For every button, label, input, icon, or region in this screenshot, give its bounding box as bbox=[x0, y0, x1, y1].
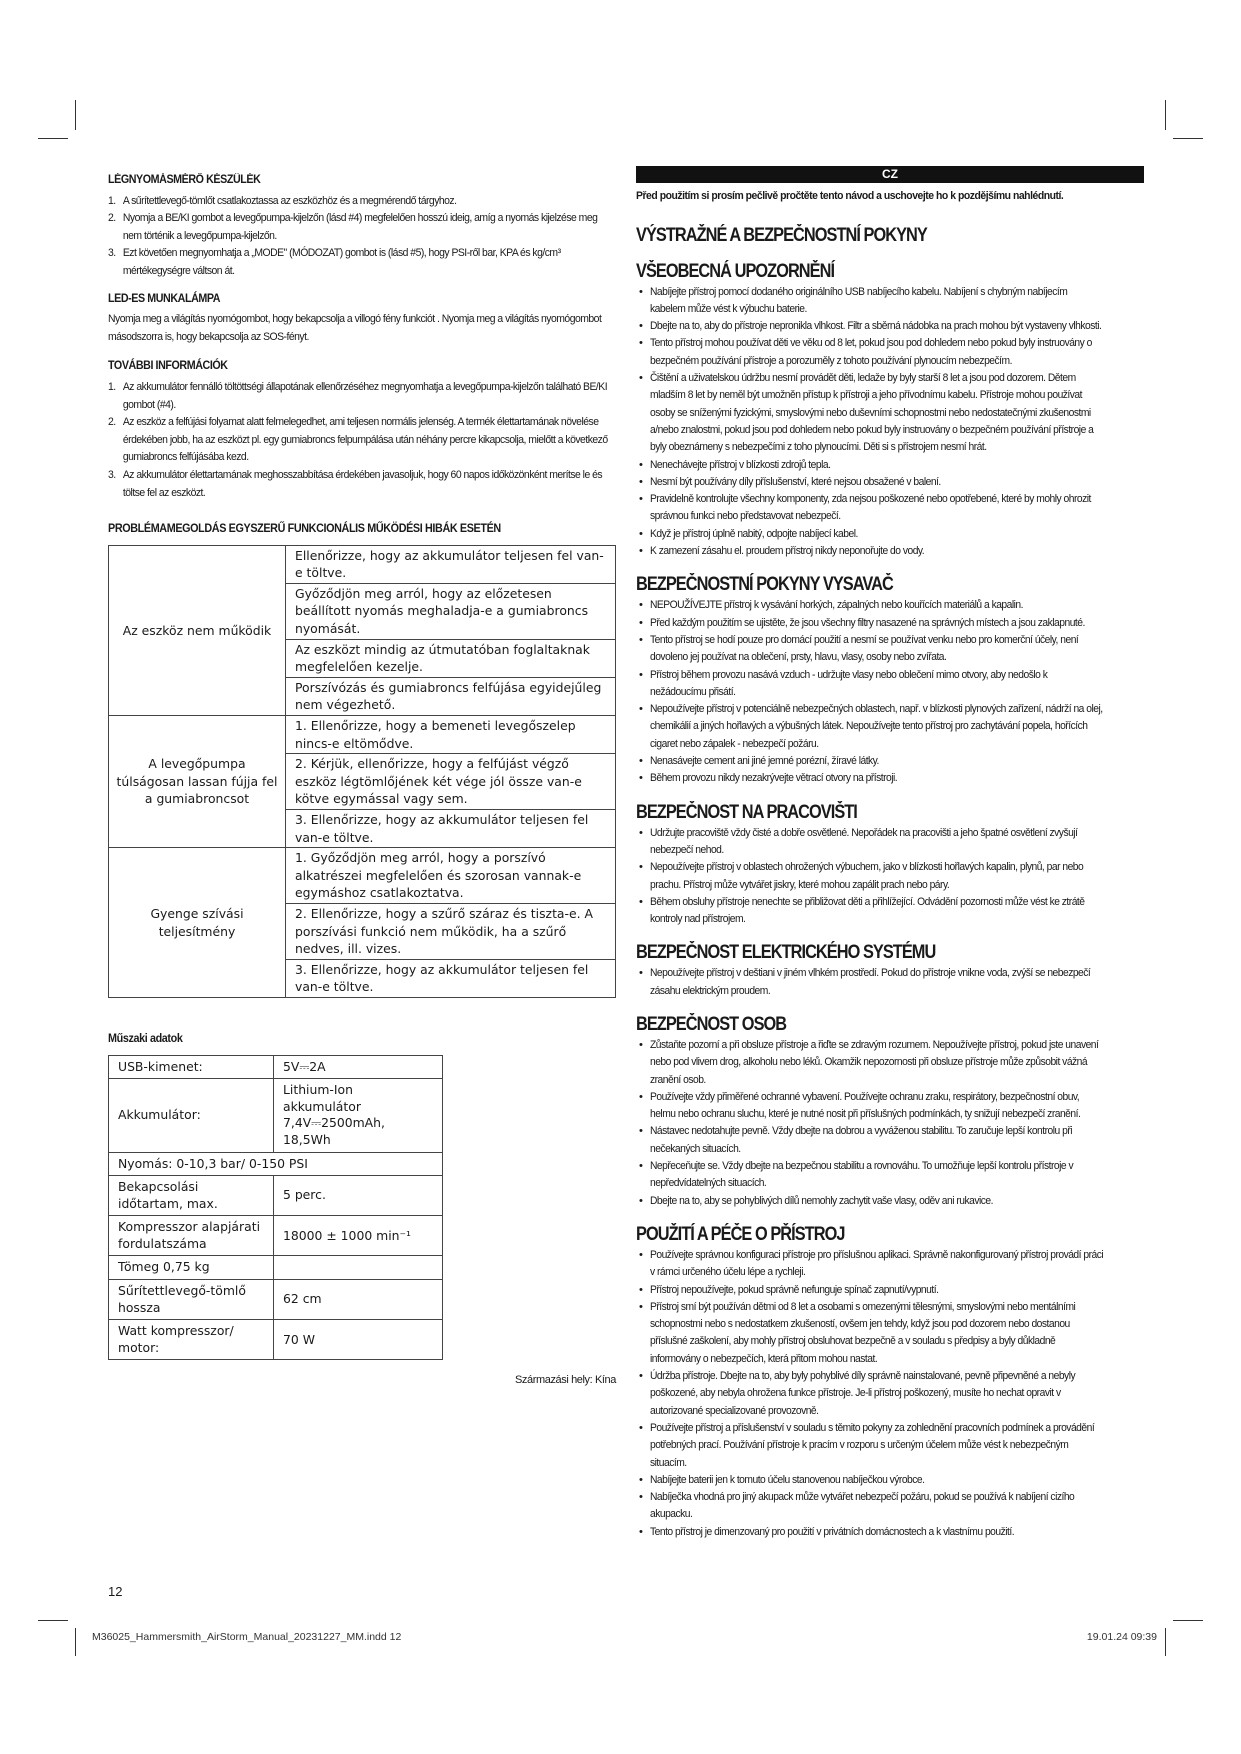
bullet-icon: • bbox=[639, 633, 643, 646]
led-section-title: LED-ES MUNKALÁMPA bbox=[108, 292, 221, 305]
solution-cell: Porszívózás és gumiabroncs felfújása egyidejűleg nem végezhető. bbox=[286, 677, 616, 715]
main-title: VÝSTRAŽNÉ A BEZPEČNOSTNÍ POKYNY bbox=[636, 224, 927, 246]
bullet-item bbox=[636, 859, 1144, 894]
bullet-list bbox=[636, 284, 1144, 561]
bullet-icon: • bbox=[639, 1300, 643, 1313]
bullet-text: Nepřeceňujte se. Vždy dbejte na bezpečnou stabilitu a rovnováhu. To umožňuje lepší kontrolu přístroje v nepředvídatelných situacích. bbox=[650, 1160, 1074, 1190]
solution-cell: 3. Ellenőrizze, hogy az akkumulátor teljesen fel van-e töltve. bbox=[286, 959, 616, 997]
bullet-item bbox=[636, 1420, 1144, 1472]
item-text: Nyomja a BE/KI gombot a levegőpumpa-kijelzőn (lásd #4) megfelelően hosszú ideig, amíg a nyomás kijelzése meg nem történik a levegőpumpa-kijelzőn. bbox=[122, 212, 598, 242]
list-item bbox=[108, 193, 613, 211]
solution-cell: Győződjön meg arról, hogy az előzetesen beállított nyomás meghaladja-e a gumiabroncs nyomását. bbox=[286, 583, 616, 639]
bullet-item bbox=[636, 701, 1144, 753]
bullet-icon: • bbox=[639, 320, 643, 333]
spec-pressure: Nyomás: 0-10,3 bar/ 0-150 PSI bbox=[109, 1152, 443, 1176]
left-column bbox=[108, 172, 616, 1386]
item-text: Az eszköz a felfújási folyamat alatt felmelegedhet, ami teljesen normális jelenség. A termék élettartamának növelése érdekében jobb, ha az eszközt pl. egy gumiabroncs felpumpálása után néhány percre kikapcsolja, mielőtt a következő gumiabroncs felfújásába kezd. bbox=[122, 416, 608, 464]
right-column bbox=[636, 166, 1144, 1541]
bullet-item bbox=[636, 597, 1144, 614]
spec-value: 62 cm bbox=[274, 1280, 443, 1320]
bullet-text: Tento přístroj mohou používat děti ve věku od 8 let, pokud jsou pod dohledem nebo pokud byly instruovány o bezpečném používání přístroje a porozuměly z tohoto používání plynoucím nebezpečím. bbox=[650, 337, 1092, 367]
bullet-text: Před každým použitím se ujistěte, že jsou všechny filtry nasazené na správných místech a jsou zaklapnuté. bbox=[650, 616, 1085, 629]
table-row bbox=[109, 848, 616, 904]
bullet-text: Pravidelně kontrolujte všechny komponenty, zda nejsou poškozené nebo opotřebené, které by mohly ohrozit správnou funkci nebo představovat nebezpečí. bbox=[650, 493, 1091, 523]
info-section-title: TOVÁBBI INFORMÁCIÓK bbox=[108, 360, 228, 373]
bullet-item bbox=[636, 543, 1144, 560]
bullet-item bbox=[636, 632, 1144, 667]
spec-value: 70 W bbox=[274, 1320, 443, 1360]
bullet-text: Používejte přístroj a příslušenství v souladu s těmito pokyny za zohlednění pracovních podmínek a provádění potřebných prací. Používání přístroje k pracím v rozporu s určeným účelem může vést k nebezpečným situacím. bbox=[650, 1421, 1095, 1469]
bullet-text: Přístroj nepoužívejte, pokud správně nefunguje spínač zapnutí/vypnutí. bbox=[650, 1283, 939, 1296]
bullet-icon: • bbox=[639, 285, 643, 298]
bullet-item bbox=[636, 474, 1144, 491]
solution-cell: 2. Ellenőrizze, hogy a szűrő száraz és tiszta-e. A porszívási funkció nem működik, ha a szűrő nedves, ill. vizes. bbox=[286, 903, 616, 959]
spec-value: 5 perc. bbox=[274, 1176, 443, 1216]
bullet-icon: • bbox=[639, 1491, 643, 1504]
bullet-icon: • bbox=[639, 1283, 643, 1296]
section-title: BEZPEČNOST OSOB bbox=[636, 1013, 787, 1035]
bullet-item bbox=[636, 1299, 1144, 1368]
solution-cell: Az eszközt mindig az útmutatóban foglaltaknak megfelelően kezelje. bbox=[286, 639, 616, 677]
bullet-icon: • bbox=[639, 527, 643, 540]
bullet-item bbox=[636, 1123, 1144, 1158]
bullet-icon: • bbox=[639, 1421, 643, 1434]
bullet-text: Přístroj smí být používán dětmi od 8 let a osobami s omezenými tělesnými, smyslovými nebo mentálními schopnostmi nebo s nedostatkem zkušeností, ovšem jen tehdy, když jsou pod dozorem nebo dostanou příslušné zaškolení, aby mohly přístroj obsluhovat bezpečně a v souladu s předpisy a byly důkladně informovány o nebezpečích, která přitom mohou nastat. bbox=[650, 1300, 1076, 1365]
crop-mark bbox=[1165, 1628, 1166, 1656]
bullet-text: Nepoužívejte přístroj v deštiani v jiném vlhkém prostředí. Pokud do přístroje vnikne voda, zvýší se nebezpečí zásahu elektrickým proudem. bbox=[650, 967, 1091, 997]
crop-mark bbox=[75, 100, 76, 130]
item-number: 3. bbox=[108, 468, 116, 481]
bullet-icon: • bbox=[639, 1370, 643, 1383]
list-item bbox=[108, 245, 613, 280]
item-number: 1. bbox=[108, 380, 116, 393]
troubleshoot-title: PROBLÉMAMEGOLDÁS EGYSZERŰ FUNKCIONÁLIS MŰKÖDÉSI HIBÁK ESETÉN bbox=[108, 522, 501, 536]
bullet-icon: • bbox=[639, 493, 643, 506]
bullet-text: Nástavec nedotahujte pevně. Vždy dbejte na dobrou a vyváženou stabilitu. To zaručuje lepší kontrolu při nečekaných situacích. bbox=[650, 1125, 1073, 1155]
item-text: Az akkumulátor élettartamának meghosszabbítása érdekében javasoljuk, hogy 60 napos időközönként merítse le és töltse fel az eszközt. bbox=[122, 468, 603, 499]
bullet-item bbox=[636, 1193, 1144, 1210]
bullet-text: Nenasávejte cement ani jiné jemné porézní, žíravé látky. bbox=[650, 755, 879, 768]
crop-mark bbox=[75, 1628, 76, 1656]
bullet-item bbox=[636, 1158, 1144, 1193]
spec-row bbox=[109, 1079, 443, 1152]
spec-value: 5V⎓2A bbox=[274, 1055, 443, 1079]
item-text: Ezt követően megnyomhatja a „MODE" (MÓDOZAT) gombot is (lásd #5), hogy PSI-ről bar, KPA és kg/cm³ mértékegységre váltson át. bbox=[122, 247, 561, 277]
bullet-text: Tento přístroj je dimenzovaný pro použití v privátních domácnostech a k vlastnímu použití. bbox=[650, 1525, 1015, 1538]
bullet-item bbox=[636, 770, 1144, 787]
bullet-item bbox=[636, 825, 1144, 860]
bullet-text: Údržba přístroje. Dbejte na to, aby byly pohyblivé díly správně nainstalované, pevně připevněné a nebyly poškozené, aby nebyla ohrožena funkce přístroje. Je-li přístroj poškozený, musíte ho nechat opravit v autorizované specializované provozovně. bbox=[650, 1370, 1076, 1417]
bullet-text: Nepoužívejte přístroj v potenciálně nebezpečných oblastech, např. v blízkosti plynových zařízení, nádrží na olej, chemikálií a jiných hořlavých a výbušných látek. Nepoužívejte tento přístroj pro zachytávání popela, hořících cigaret nebo zápalek - nebezpečí požáru. bbox=[650, 703, 1103, 750]
bullet-item bbox=[636, 1368, 1144, 1420]
bullet-list bbox=[636, 825, 1144, 929]
led-text: Nyomja meg a világítás nyomógombot, hogy bekapcsolja a villogó fény funkciót . Nyomja meg a világítás nyomógombot másodszorra is, hogy bekapcsolja az SOS-fényt. bbox=[108, 313, 602, 343]
troubleshoot-table bbox=[108, 545, 616, 998]
spec-row bbox=[109, 1256, 443, 1280]
crop-mark bbox=[1173, 138, 1203, 139]
list-item bbox=[108, 210, 613, 245]
item-number: 2. bbox=[108, 416, 116, 429]
list-item bbox=[108, 414, 613, 467]
spec-row bbox=[109, 1320, 443, 1360]
bullet-icon: • bbox=[639, 967, 643, 980]
solution-cell: 2. Kérjük, ellenőrizze, hogy a felfújást végző eszköz légtömlőjének két vége jól össze van-e kötve egymással vagy sem. bbox=[286, 754, 616, 810]
spec-key: Akkumulátor: bbox=[109, 1079, 274, 1152]
intro-text: Před použitím si prosím pečlivě pročtěte tento návod a uschovejte ho k pozdějšímu nahlédnutí. bbox=[636, 190, 1064, 202]
bullet-text: Nesmí být používány díly příslušenství, které nejsou obsažené v balení. bbox=[650, 475, 941, 488]
bullet-icon: • bbox=[639, 1194, 643, 1207]
bullet-icon: • bbox=[639, 1125, 643, 1138]
bullet-text: Nabíjejte přístroj pomocí dodaného originálního USB nabíjecího kabelu. Nabíjení s chybným nabíjecím kabelem může vést k výbuchu baterie. bbox=[650, 285, 1068, 315]
table-row bbox=[109, 545, 616, 583]
spec-value-empty bbox=[274, 1256, 443, 1280]
bullet-item bbox=[636, 318, 1144, 335]
bullet-item bbox=[636, 615, 1144, 632]
solution-cell: 3. Ellenőrizze, hogy az akkumulátor teljesen fel van-e töltve. bbox=[286, 810, 616, 848]
page-number: 12 bbox=[108, 1584, 123, 1599]
problem-cell: Az eszköz nem működik bbox=[109, 545, 286, 715]
bullet-icon: • bbox=[639, 895, 643, 908]
bullet-text: Dbejte na to, aby se pohyblivých dílů nemohly zachytit vaše vlasy, oděv ani rukavice. bbox=[650, 1194, 993, 1207]
bullet-item bbox=[636, 1037, 1144, 1089]
bullet-item bbox=[636, 491, 1144, 526]
bullet-list bbox=[636, 597, 1144, 787]
bullet-icon: • bbox=[639, 1473, 643, 1486]
bullet-text: Přístroj během provozu nasává vzduch - udržujte vlasy nebo oblečení mimo otvory, aby nedošlo k nežádoucímu přisátí. bbox=[650, 668, 1048, 698]
bullet-item bbox=[636, 965, 1144, 1000]
problem-cell: A levegőpumpa túlságosan lassan fújja fel a gumiabroncsot bbox=[109, 716, 286, 848]
spec-row bbox=[109, 1280, 443, 1320]
bullet-item bbox=[636, 753, 1144, 770]
spec-value: 18000 ± 1000 min⁻¹ bbox=[274, 1216, 443, 1256]
spec-title: Műszaki adatok bbox=[108, 1031, 183, 1045]
item-text: A sűrítettlevegő-tömlőt csatlakoztassa az eszközhöz és a megmérendő tárgyhoz. bbox=[122, 194, 457, 207]
bullet-icon: • bbox=[639, 545, 643, 558]
bullet-icon: • bbox=[639, 337, 643, 350]
spec-table bbox=[108, 1055, 443, 1361]
bullet-list bbox=[636, 1247, 1144, 1541]
spec-key: Watt kompresszor/ motor: bbox=[109, 1320, 274, 1360]
item-text: Az akkumulátor fennálló töltöttségi állapotának ellenőrzéséhez megnyomhatja a levegőpumpa-kijelzőn található BE/KI gombot (#4). bbox=[122, 380, 608, 411]
bullet-text: Používejte správnou konfiguraci přístroje pro příslušnou aplikaci. Správně nakonfigurovaný přístroj provádí práci v rámci určeného účelu lépe a rychleji. bbox=[650, 1248, 1104, 1279]
spec-weight: Tömeg 0,75 kg bbox=[109, 1256, 274, 1280]
pump-list bbox=[108, 193, 613, 281]
footer-file: M36025_Hammersmith_AirStorm_Manual_20231227_MM.indd 12 bbox=[92, 1631, 402, 1643]
bullet-text: K zamezení zásahu el. proudem přístroj nikdy neponořujte do vody. bbox=[650, 545, 925, 558]
section-title: POUŽITÍ A PÉČE O PŘÍSTROJ bbox=[636, 1223, 845, 1245]
bullet-item bbox=[636, 370, 1144, 456]
bullet-text: Během provozu nikdy nezakrývejte větrací otvory na přístroji. bbox=[650, 772, 898, 785]
bullet-list bbox=[636, 965, 1144, 1000]
bullet-text: Dbejte na to, aby do přístroje nepronikla vlhkost. Filtr a sběrná nádobka na prach mohou být vystaveny vlhkosti. bbox=[650, 320, 1102, 333]
crop-mark bbox=[1173, 1620, 1203, 1621]
bullet-text: Nenechávejte přístroj v blízkosti zdrojů tepla. bbox=[650, 458, 831, 471]
cz-sections bbox=[636, 261, 1144, 1541]
bullet-icon: • bbox=[639, 755, 643, 768]
bullet-item bbox=[636, 1524, 1144, 1541]
section-title: BEZPEČNOSTNÍ POKYNY VYSAVAČ bbox=[636, 574, 893, 596]
spec-key: Kompresszor alapjárati fordulatszáma bbox=[109, 1216, 274, 1256]
bullet-item bbox=[636, 1472, 1144, 1489]
bullet-item bbox=[636, 526, 1144, 543]
bullet-text: Čištění a uživatelskou údržbu nesmí provádět děti, ledaže by byly starší 8 let a jsou pod dozorem. Dětem mladším 8 let by neměl být umožněn přístup k přístroji a jeho přívodnímu kabelu. Přístroje mohou používat osoby se sníženými fyzickými, smyslovými nebo duševními schopnostmi nebo nedostatečnými zkušenostmi a/nebo znalostmi, pokud jsou pod dohledem nebo pokud byly instruovány o bezpečném používání přístroje a byly obeznámeny s nebezpečími z toho plynoucími. Děti si s přístrojem nesmí hrát. bbox=[650, 372, 1094, 454]
bullet-item bbox=[636, 1489, 1144, 1524]
bullet-icon: • bbox=[639, 703, 643, 716]
bullet-icon: • bbox=[639, 826, 643, 839]
crop-mark bbox=[1165, 100, 1166, 130]
bullet-text: Tento přístroj se hodí pouze pro domácí použití a nesmí se používat venku nebo pro komerční účely, není dovoleno jej používat na oblečení, prsty, hlavu, vlasy, osoby nebo zvířata. bbox=[650, 633, 1079, 664]
bullet-list bbox=[636, 1037, 1144, 1210]
bullet-text: Nabíjejte baterii jen k tomuto účelu stanovenou nabíječkou výrobce. bbox=[650, 1473, 925, 1486]
solution-cell: 1. Győződjön meg arról, hogy a porszívó alkatrészei megfelelően és szorosan vannak-e egymáshoz csatlakoztatva. bbox=[286, 848, 616, 904]
bullet-text: Když je přístroj úplně nabitý, odpojte nabíjecí kabel. bbox=[650, 527, 858, 540]
bullet-item bbox=[636, 284, 1144, 319]
bullet-text: Nabíječka vhodná pro jiný akupack může vytvářet nebezpečí požáru, pokud se používá k nabíjení cizího akupacku. bbox=[650, 1491, 1075, 1521]
bullet-item bbox=[636, 894, 1144, 929]
bullet-icon: • bbox=[639, 458, 643, 471]
bullet-text: Během obsluhy přístroje nenechte se přibližovat děti a přihlížející. Odvádění pozornosti může vést ke ztrátě kontroly nad přístrojem. bbox=[650, 895, 1085, 926]
bullet-icon: • bbox=[639, 1525, 643, 1538]
bullet-item bbox=[636, 1282, 1144, 1299]
bullet-icon: • bbox=[639, 861, 643, 874]
spec-value: Lithium-Ion akkumulátor 7,4V⎓2500mAh, 18,5Wh bbox=[274, 1079, 443, 1152]
table-row bbox=[109, 716, 616, 754]
solution-cell: 1. Ellenőrizze, hogy a bemeneti levegőszelep nincs-e eltömődve. bbox=[286, 716, 616, 754]
item-number: 1. bbox=[108, 194, 116, 207]
section-title: VŠEOBECNÁ UPOZORNĚNÍ bbox=[636, 260, 835, 282]
info-list bbox=[108, 379, 613, 502]
bullet-icon: • bbox=[639, 475, 643, 488]
solution-cell: Ellenőrizze, hogy az akkumulátor teljesen fel van-e töltve. bbox=[286, 545, 616, 583]
origin-text: Származási hely: Kína bbox=[514, 1374, 616, 1387]
bullet-text: Používejte vždy přiměřené ochranné vybavení. Používejte ochranu zraku, respirátory, bezpečnostní obuv, helmu nebo ochranu sluchu, které je nutné nosit při příslušných podmínkách, ty snižují nebezpečí zranění. bbox=[650, 1090, 1081, 1121]
bullet-text: Nepoužívejte přístroj v oblastech ohrožených výbuchem, jako v blízkosti hořlavých kapalin, plynů, par nebo prachu. Přístroj může vytvářet jiskry, které mohou zapálit prach nebo páry. bbox=[650, 861, 1084, 891]
bullet-item bbox=[636, 1089, 1144, 1124]
footer-date: 19.01.24 09:39 bbox=[1086, 1631, 1157, 1643]
spec-row bbox=[109, 1152, 443, 1176]
language-bar: CZ bbox=[636, 166, 1144, 183]
bullet-icon: • bbox=[639, 1038, 643, 1051]
bullet-icon: • bbox=[639, 616, 643, 629]
spec-key: Bekapcsolási időtartam, max. bbox=[109, 1176, 274, 1216]
bullet-icon: • bbox=[639, 1248, 643, 1261]
pump-section-title: LÉGNYOMÁSMÉRŐ KÉSZÜLÉK bbox=[108, 174, 261, 186]
bullet-item bbox=[636, 1247, 1144, 1282]
bullet-icon: • bbox=[639, 668, 643, 681]
section-title: BEZPEČNOST NA PRACOVIŠTI bbox=[636, 801, 857, 823]
bullet-item bbox=[636, 335, 1144, 370]
bullet-icon: • bbox=[639, 599, 643, 612]
bullet-icon: • bbox=[639, 1160, 643, 1173]
list-item bbox=[108, 379, 613, 414]
section-title: BEZPEČNOST ELEKTRICKÉHO SYSTÉMU bbox=[636, 942, 936, 964]
spec-row bbox=[109, 1216, 443, 1256]
bullet-text: Udržujte pracoviště vždy čisté a dobře osvětlené. Nepořádek na pracovišti a jeho špatné osvětlení zvyšují nebezpečí nehod. bbox=[650, 826, 1078, 856]
spec-key: USB-kimenet: bbox=[109, 1055, 274, 1079]
spec-key: Sűrítettlevegő-tömlő hossza bbox=[109, 1280, 274, 1320]
spec-row bbox=[109, 1055, 443, 1079]
bullet-icon: • bbox=[639, 372, 643, 385]
problem-cell: Gyenge szívási teljesítmény bbox=[109, 848, 286, 998]
bullet-icon: • bbox=[639, 1090, 643, 1103]
crop-mark bbox=[38, 1620, 68, 1621]
spec-row bbox=[109, 1176, 443, 1216]
bullet-item bbox=[636, 667, 1144, 702]
bullet-text: NEPOUŽÍVEJTE přístroj k vysávání horkých, zápalných nebo kouřících materiálů a kapalin. bbox=[650, 599, 1024, 612]
bullet-icon: • bbox=[639, 772, 643, 785]
crop-mark bbox=[38, 138, 68, 139]
bullet-text: Zůstaňte pozorní a při obsluze přístroje a řiďte se zdravým rozumem. Nepoužívejte přístroj, pokud jste unavení nebo pod vlivem drog, alkoholu nebo léků. Okamžik nepozornosti při obsluze přístroje může způsobit vážná zranění osob. bbox=[650, 1038, 1099, 1086]
item-number: 2. bbox=[108, 212, 116, 225]
list-item bbox=[108, 467, 613, 502]
bullet-item bbox=[636, 457, 1144, 474]
item-number: 3. bbox=[108, 247, 116, 260]
